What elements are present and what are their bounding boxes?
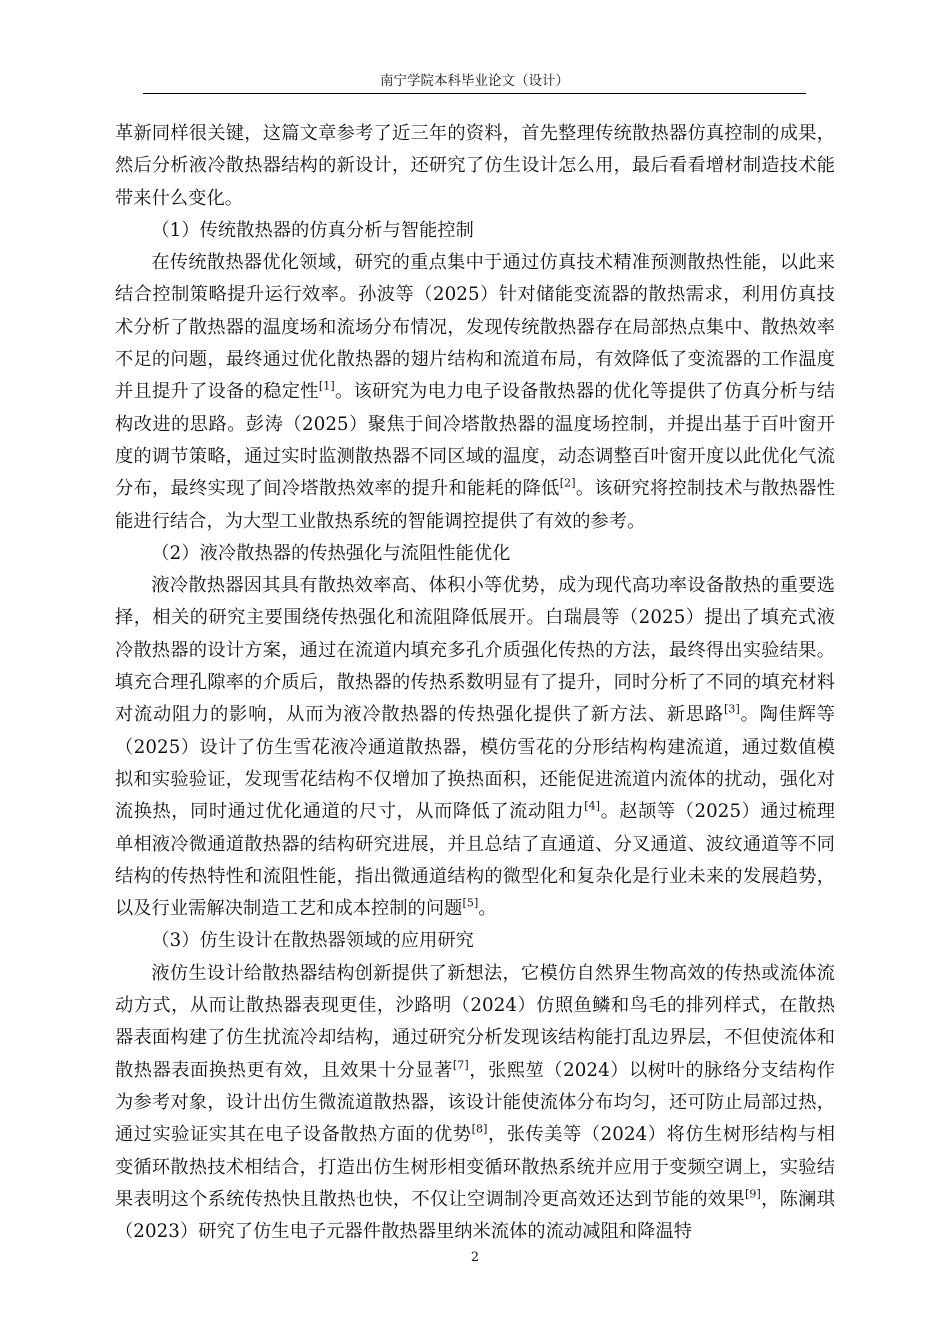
text-run: （2）液冷散热器的传热强化与流阻性能优化 — [151, 542, 511, 564]
text-run: 。该研究将控制技术与散热器性能进行结合，为大型工业散热系统的智能调控提供了有效的参考。 — [115, 478, 835, 532]
text-run: （3）仿生设计在散热器领域的应用研究 — [151, 930, 474, 952]
text-run: 液冷散热器因其具有散热效率高、体积小等优势，成为现代高功率设备散热的重要选择，相关的研究主要围绕传热强化和流阻降低展开。白瑞晨等（2025）提出了填充式液冷散热器的设计方案，通过在流道内填充多孔介质强化传热的方法，最终得出实验结果。填充合理孔隙率的介质后，散热器的传热系数明显有了提升，同时分析了不同的填充材料对流动阻力的影响，从而为液冷散热器的传热强化提供了新方法、新思路 — [115, 575, 835, 726]
section-heading — [115, 538, 835, 570]
citation-ref: [4] — [584, 799, 601, 813]
text-run: 。陶佳辉等（2025）设计了仿生雪花液冷通道散热器，模仿雪花的分形结构构建流道，通过数值模拟和实验验证，发现雪花结构不仅增加了换热面积，还能促进流道内流体的扰动，强化对流换热，同时通过优化通道的尺寸，从而降低了流动阻力 — [115, 704, 835, 823]
running-header: 南宁学院本科毕业论文（设计） — [380, 73, 569, 89]
citation-ref: [3] — [723, 702, 740, 716]
text-run: 在传统散热器优化领域，研究的重点集中于通过仿真技术精准预测散热性能，以此来结合控制策略提升运行效率。孙波等（2025）针对储能变流器的散热需求，利用仿真技术分析了散热器的温度场和流场分布情况，发现传统散热器存在局部热点集中、散热效率不足的问题，最终通过优化散热器的翅片结构和流道布局，有效降低了变流器的工作温度并且提升了设备的稳定性 — [115, 252, 835, 403]
body-text — [115, 118, 835, 1248]
body-paragraph-continued — [115, 118, 835, 215]
text-run: ，张熙堃（2024）以树叶的脉络分支结构作为参考对象，设计出仿生微流道散热器，该设计能使流体分布均匀，还可防止局部过热，通过实验证实其在电子设备散热方面的优势 — [115, 1059, 835, 1146]
page-number: 2 — [470, 1250, 480, 1265]
text-run: ，张传美等（2024）将仿生树形结构与相变循环散热技术相结合，打造出仿生树形相变循环散热系统并应用于变频空调上，实验结果表明这个系统传热快且散热也快，不仅让空调制冷更高效还达到节能的效果 — [115, 1124, 835, 1210]
body-paragraph — [115, 958, 835, 1249]
body-paragraph — [115, 247, 835, 538]
text-run: 液仿生设计给散热器结构创新提供了新想法，它模仿自然界生物高效的传热或流体流动方式，从而让散热器表现更佳，沙路明（2024）仿照鱼鳞和鸟毛的排列样式，在散热器表面构建了仿生扰流冷却结构，通过研究分析发现该结构能打乱边界层，不但使流体和散热器表面换热更有效，且效果十分显著 — [115, 962, 835, 1081]
text-run: ，陈澜琪（2023）研究了仿生电子元器件散热器里纳米流体的流动减阻和降温特 — [115, 1188, 835, 1243]
header-rule — [143, 93, 806, 94]
section-heading — [115, 215, 835, 247]
text-run: 革新同样很关键，这篇文章参考了近三年的资料，首先整理传统散热器仿真控制的成果，然后分析液冷散热器结构的新设计，还研究了仿生设计怎么用，最后看看增材制造技术能带来什么变化。 — [115, 123, 835, 209]
text-run: （1）传统散热器的仿真分析与智能控制 — [151, 219, 474, 241]
text-run: 。赵颉等（2025）通过梳理单相液冷微通道散热器的结构研究进展，并且总结了直通道、分叉通道、波纹通道等不同结构的传热特性和流阻性能，指出微通道结构的微型化和复杂化是行业未来的发展趋势，以及行业需解决制造工艺和成本控制的问题 — [115, 801, 835, 920]
citation-ref: [1] — [318, 379, 335, 393]
citation-ref: [9] — [744, 1187, 761, 1201]
citation-ref: [5] — [462, 896, 479, 910]
citation-ref: [2] — [559, 476, 576, 490]
body-paragraph — [115, 570, 835, 925]
citation-ref: [8] — [471, 1122, 488, 1136]
text-run: 。该研究为电力电子设备散热器的优化等提供了仿真分析与结构改进的思路。彭涛（2025）聚焦于间冷塔散热器的温度场控制，并提出基于百叶窗开度的调节策略，通过实时监测散热器不同区域的温度，动态调整百叶窗开度以此优化气流分布，最终实现了间冷塔散热效率的提升和能耗的降低 — [115, 381, 835, 500]
section-heading — [115, 925, 835, 957]
text-run: 。 — [478, 898, 497, 920]
citation-ref: [7] — [452, 1057, 469, 1071]
